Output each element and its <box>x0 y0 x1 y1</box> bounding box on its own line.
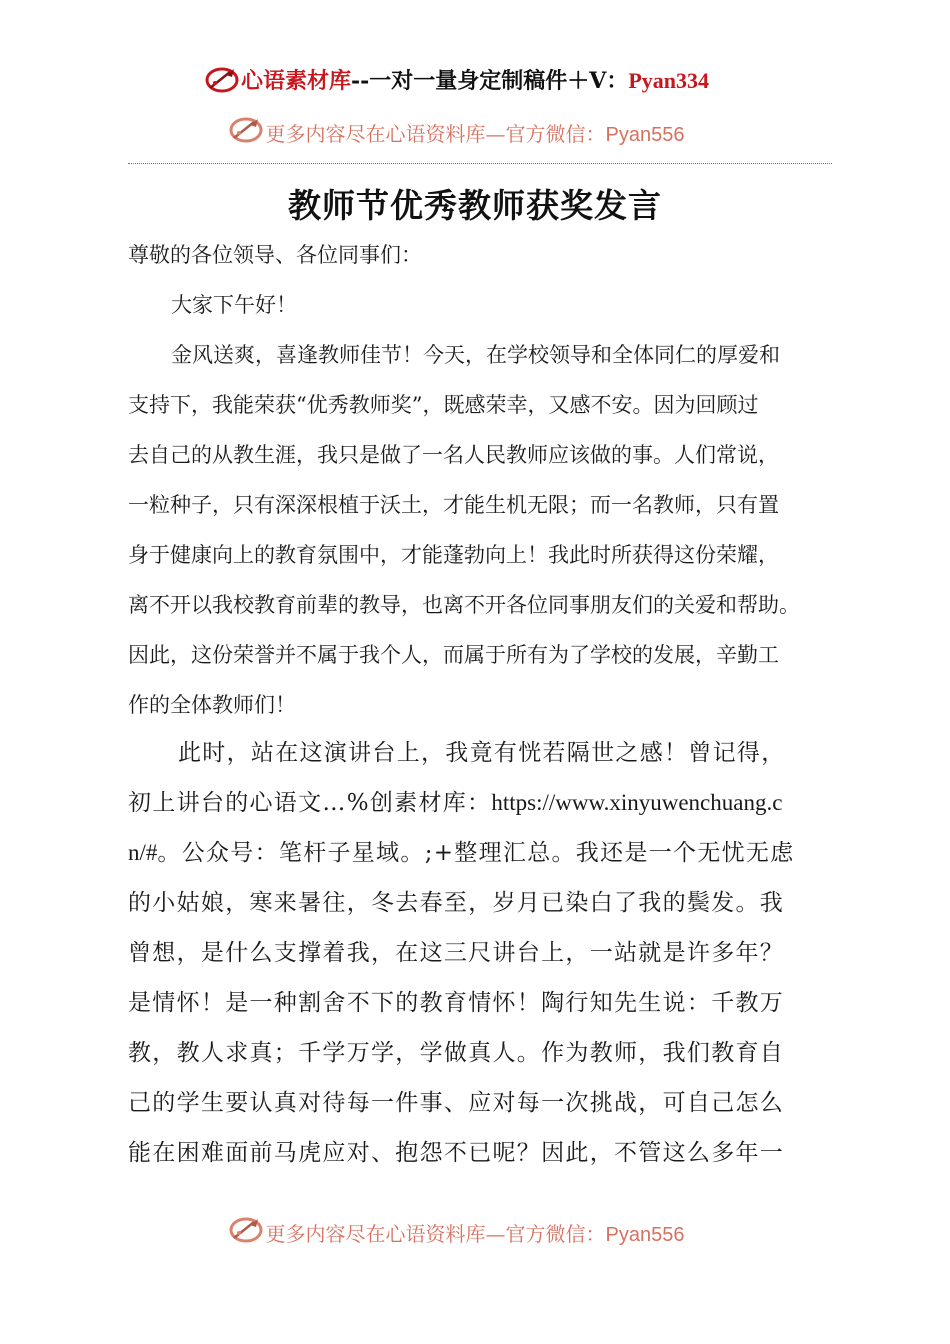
salutation-text: 尊敬的各位领导、各位同事们： <box>128 243 422 267</box>
paragraph-line: 作的全体教师们！ <box>128 693 296 717</box>
paragraph-line: 教，教人求真；千学万学，学做真人。作为教师，我们教育自 <box>128 1040 785 1066</box>
paragraph-line: 支持下，我能荣获“优秀教师奖”，既感荣幸，又感不安。因为回顾过 <box>128 393 759 417</box>
promo-id: Pyan556 <box>605 1224 685 1246</box>
salutation <box>128 230 838 280</box>
brand-name: 心语素材库 <box>240 68 351 94</box>
promo-id: Pyan556 <box>605 124 685 146</box>
paragraph-line: 是情怀！是一种割舍不下的教育情怀！陶行知先生说：千教万 <box>128 990 785 1016</box>
paragraph-1 <box>128 330 838 730</box>
paragraph-2 <box>128 728 838 1178</box>
paragraph-text: 初上讲台的心语文…%创素材库： <box>128 790 492 816</box>
promo-banner-bottom <box>0 1218 950 1247</box>
paragraph-line: 一粒种子，只有深深根植于沃土，才能生机无限；而一名教师，只有置 <box>128 493 779 517</box>
paragraph-line <box>128 828 838 878</box>
paragraph-text: 。公众号：笔杆子星域。;+整理汇总。我还是一个无忧无虑 <box>157 840 795 866</box>
source-url-tail: n/# <box>128 840 158 865</box>
paragraph-line: 曾想，是什么支撑着我，在这三尺讲台上，一站就是许多年？ <box>128 940 785 966</box>
promo-text: 更多内容尽在心语资料库—官方微信： <box>265 1222 606 1246</box>
paragraph-line: 金风送爽，喜逢教师佳节！今天，在学校领导和全体同仁的厚爱和 <box>171 343 780 367</box>
paragraph-line <box>128 778 838 828</box>
header-separator: -- <box>350 68 370 94</box>
source-url: https://www.xinyuwenchuang.c <box>491 790 783 815</box>
document-title: 教师节优秀教师获奖发言 <box>288 186 662 225</box>
greeting-text: 大家下午好！ <box>171 293 297 317</box>
paragraph-line: 能在困难面前马虎应对、抱怨不已呢？因此，不管这么多年一 <box>128 1140 785 1166</box>
paragraph-line: 离不开以我校教育前辈的教导，也离不开各位同事朋友们的关爱和帮助。 <box>128 593 800 617</box>
paragraph-line: 因此，这份荣誉并不属于我个人，而属于所有为了学校的发展，辛勤工 <box>128 643 779 667</box>
paragraph-line: 己的学生要认真对待每一件事、应对每一次挑战，可自己怎么 <box>128 1090 785 1116</box>
header-divider <box>128 163 832 164</box>
paragraph-line: 此时，站在这演讲台上，我竟有恍若隔世之感！曾记得， <box>178 740 786 766</box>
header-tagline: 一对一量身定制稿件＋V： <box>369 68 629 94</box>
header-banner <box>0 64 950 95</box>
header-contact: Pyan334 <box>628 68 710 93</box>
greeting <box>171 280 881 330</box>
paragraph-line: 去自己的从教生涯，我只是做了一名人民教师应该做的事。人们常说， <box>128 443 779 467</box>
promo-banner-top <box>0 118 950 147</box>
paragraph-line: 的小姑娘，寒来暑往，冬去春至，岁月已染白了我的鬓发。我 <box>128 890 785 916</box>
promo-text: 更多内容尽在心语资料库—官方微信： <box>265 122 606 146</box>
paragraph-line: 身于健康向上的教育氛围中，才能蓬勃向上！我此时所获得这份荣耀， <box>128 543 779 567</box>
